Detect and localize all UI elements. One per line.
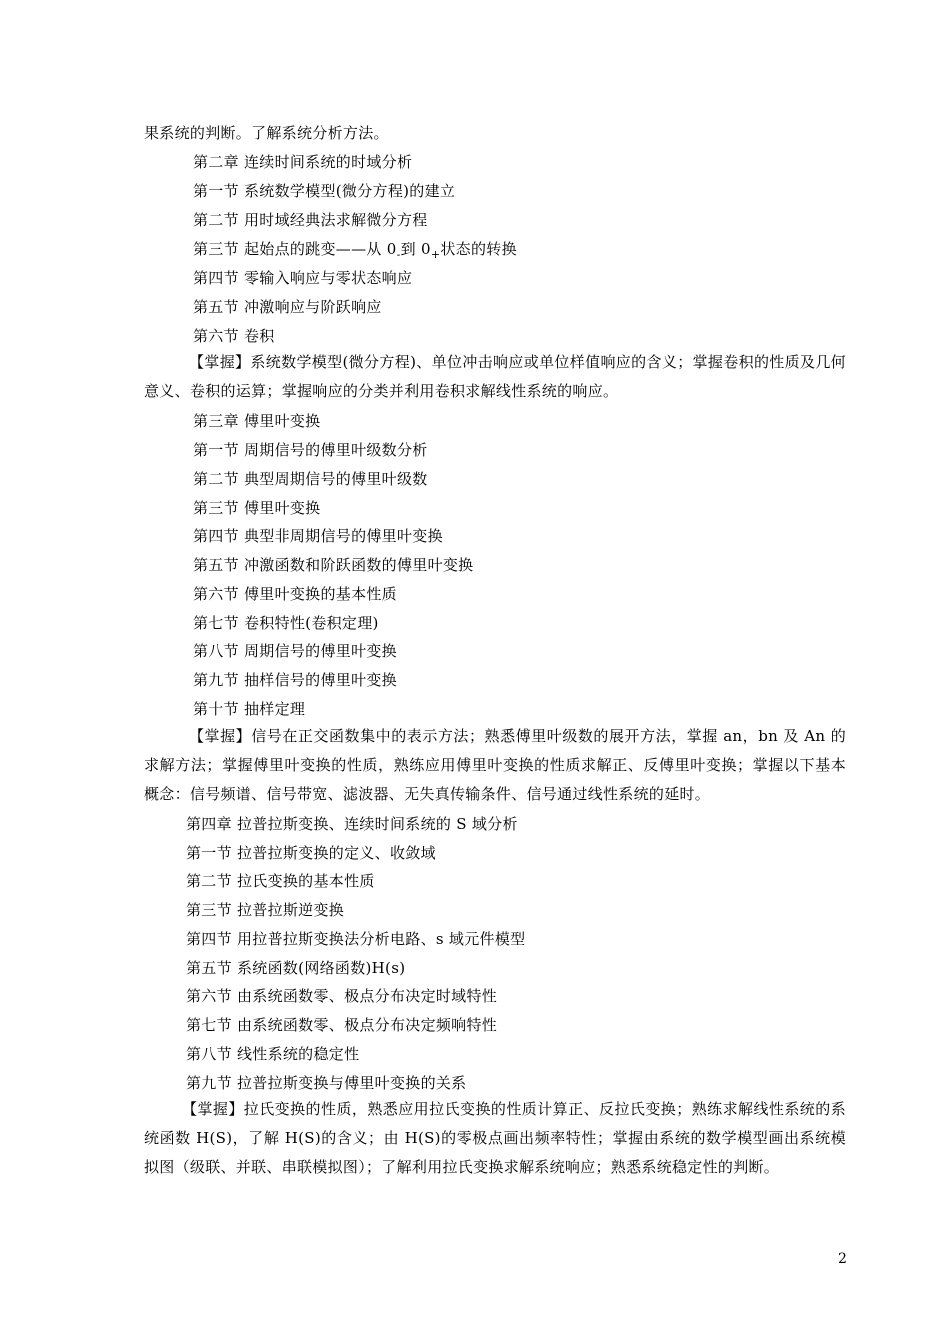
chapter-4-master-paragraph: 【掌握】拉氏变换的性质，熟悉应用拉氏变换的性质计算正、反拉氏变换；熟练求解线性系统的系统函数 H(S)，了解 H(S)的含义；由 H(S)的零极点画出频率特性；掌握由系统的数学模型画出系统模拟图（级联、并联、串联模拟图）；了解利用拉氏变换求解系统响应；熟悉系统稳定性的判断。: [144, 1100, 846, 1176]
section-3-tail: 状态的转换: [440, 240, 517, 258]
chapter-3-section-1: 第一节 周期信号的傅里叶级数分析: [193, 441, 428, 459]
chapter-3-section-8: 第八节 周期信号的傅里叶变换: [193, 642, 397, 660]
chapter-4-section-4: 第四节 用拉普拉斯变换法分析电路、s 域元件模型: [186, 930, 526, 948]
chapter-3-section-2: 第二节 典型周期信号的傅里叶级数: [193, 470, 428, 488]
chapter-4-section-1: 第一节 拉普拉斯变换的定义、收敛域: [186, 844, 436, 862]
chapter-3-section-4: 第四节 典型非周期信号的傅里叶变换: [193, 527, 443, 545]
chapter-2-section-5: 第五节 冲激响应与阶跃响应: [193, 298, 382, 316]
chapter-3-section-6: 第六节 傅里叶变换的基本性质: [193, 585, 397, 603]
subscript-minus: -: [396, 248, 401, 261]
chapter-2-section-6: 第六节 卷积: [193, 327, 275, 345]
chapter-2-section-1: 第一节 系统数学模型(微分方程)的建立: [193, 182, 456, 200]
chapter-4-section-2: 第二节 拉氏变换的基本性质: [186, 872, 375, 890]
chapter-4-section-8: 第八节 线性系统的稳定性: [186, 1045, 360, 1063]
page-number: 2: [838, 1251, 847, 1267]
chapter-3-section-7: 第七节 卷积特性(卷积定理): [193, 614, 379, 632]
section-3-lead: 第三节 起始点的跳变——从 0: [193, 240, 397, 258]
chapter-4-title: 第四章 拉普拉斯变换、连续时间系统的 S 域分析: [186, 815, 518, 833]
chapter-2-section-2: 第二节 用时域经典法求解微分方程: [193, 211, 428, 229]
chapter-3-master-paragraph: 【掌握】信号在正交函数集中的表示方法；熟悉傅里叶级数的展开方法，掌握 an，bn 及 An 的求解方法；掌握傅里叶变换的性质，熟练应用傅里叶变换的性质求解正、反傅里叶变换；掌握以下基本概念：信号频谱、信号带宽、滤波器、无失真传输条件、信号通过线性系统的延时。: [144, 727, 846, 803]
chapter-3-section-9: 第九节 抽样信号的傅里叶变换: [193, 671, 397, 689]
chapter-4-section-9: 第九节 拉普拉斯变换与傅里叶变换的关系: [186, 1074, 467, 1092]
chapter-4-section-5: 第五节 系统函数(网络函数)H(s): [186, 959, 406, 977]
chapter-4-section-6: 第六节 由系统函数零、极点分布决定时域特性: [186, 987, 498, 1005]
subscript-plus: +: [430, 248, 441, 261]
chapter-2-section-3: [193, 239, 517, 265]
chapter-3-section-5: 第五节 冲激函数和阶跃函数的傅里叶变换: [193, 556, 474, 574]
intro-tail-text: 果系统的判断。了解系统分析方法。: [144, 124, 389, 142]
chapter-3-section-10: 第十节 抽样定理: [193, 700, 306, 718]
chapter-2-master-paragraph: 【掌握】系统数学模型(微分方程)、单位冲击响应或单位样值响应的含义；掌握卷积的性质及几何意义、卷积的运算；掌握响应的分类并利用卷积求解线性系统的响应。: [144, 353, 846, 400]
chapter-2-title: 第二章 连续时间系统的时域分析: [193, 153, 413, 171]
chapter-3-title: 第三章 傅里叶变换: [193, 412, 321, 430]
chapter-4-section-7: 第七节 由系统函数零、极点分布决定频响特性: [186, 1016, 498, 1034]
chapter-2-section-4: 第四节 零输入响应与零状态响应: [193, 269, 413, 287]
section-3-mid: 到 0: [400, 240, 431, 258]
chapter-3-section-3: 第三节 傅里叶变换: [193, 499, 321, 517]
chapter-4-section-3: 第三节 拉普拉斯逆变换: [186, 901, 345, 919]
